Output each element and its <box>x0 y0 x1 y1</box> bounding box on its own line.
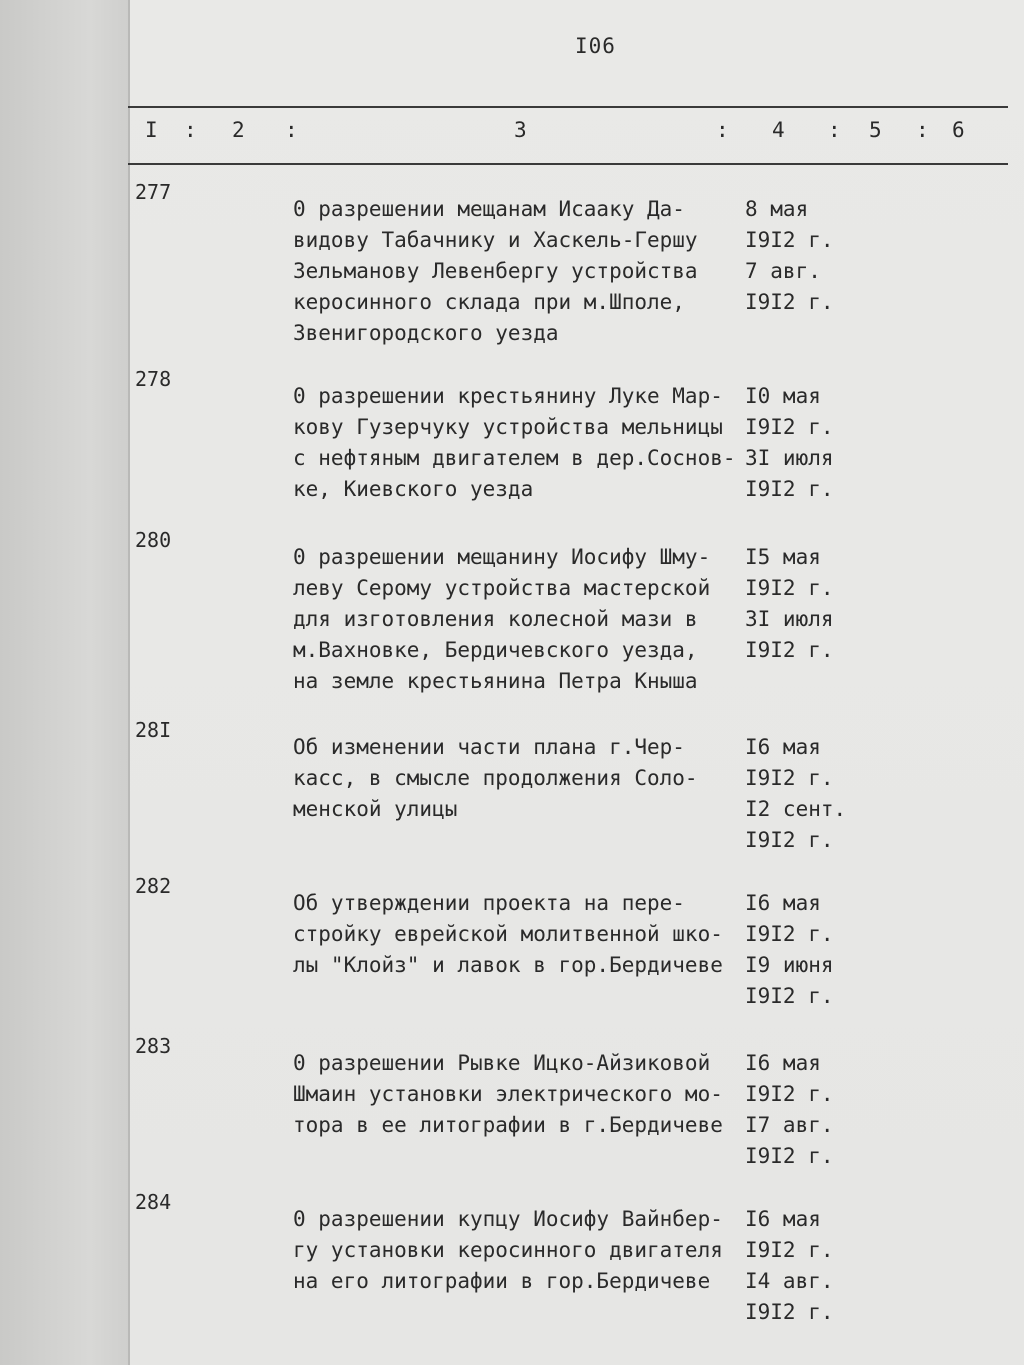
header-rule-top <box>128 106 1008 108</box>
column-header-5: 5 <box>869 118 882 142</box>
column-separator: : <box>716 118 729 142</box>
entry-description: 0 разрешении мещанам Исааку Да- видову Табачнику и Хаскель-Гершу Зельманову Левенбергу устройства керосинного склада при м.Шполе, Звенигородского уезда <box>293 197 698 345</box>
page-edge <box>0 0 130 1365</box>
entry-number: 278 <box>135 367 172 391</box>
entry-dates: 8 мая I9I2 г. 7 авг. I9I2 г. <box>745 197 834 314</box>
entry-number: 283 <box>135 1034 172 1058</box>
entry-number: 282 <box>135 874 172 898</box>
column-separator: : <box>184 118 197 142</box>
entry-dates: I5 мая I9I2 г. 3I июля I9I2 г. <box>745 545 834 662</box>
entry-number: 277 <box>135 180 172 204</box>
column-header-2: 2 <box>232 118 245 142</box>
column-header-4: 4 <box>772 118 785 142</box>
entry-dates: I6 мая I9I2 г. I2 сент. I9I2 г. <box>745 735 847 852</box>
entry-description: 0 разрешении Рывке Ицко-Айзиковой Шмаин установки электрического мо- тора в ее литографии в г.Бердичеве <box>293 1051 723 1137</box>
column-separator: : <box>285 118 298 142</box>
entry-dates: I6 мая I9I2 г. I9 июня I9I2 г. <box>745 891 834 1008</box>
entry-number: 28I <box>135 718 172 742</box>
column-header-1: I <box>145 118 158 142</box>
header-rule-bottom <box>128 163 1008 165</box>
page-number: I06 <box>575 34 616 58</box>
entry-number: 280 <box>135 528 172 552</box>
column-separator: : <box>916 118 929 142</box>
column-separator: : <box>828 118 841 142</box>
entry-description: Об изменении части плана г.Чер- касс, в смысле продолжения Соло- менской улицы <box>293 735 698 821</box>
entry-number: 284 <box>135 1190 172 1214</box>
column-header-6: 6 <box>952 118 965 142</box>
entry-dates: I6 мая I9I2 г. I4 авг. I9I2 г. <box>745 1207 834 1324</box>
entry-description: 0 разрешении купцу Иосифу Вайнбер- гу установки керосинного двигателя на его литографии в гор.Бердичеве <box>293 1207 723 1293</box>
entry-dates: I0 мая I9I2 г. 3I июля I9I2 г. <box>745 384 834 501</box>
entry-dates: I6 мая I9I2 г. I7 авг. I9I2 г. <box>745 1051 834 1168</box>
entry-description: 0 разрешении крестьянину Луке Мар- кову Гузерчуку устройства мельницы с нефтяным двигателем в дер.Соснов- ке, Киевского уезда <box>293 384 736 501</box>
column-header-3: 3 <box>514 118 527 142</box>
entry-description: Об утверждении проекта на пере- стройку еврейской молитвенной шко- лы "Клойз" и лавок в гор.Бердичеве <box>293 891 723 977</box>
entry-description: 0 разрешении мещанину Иосифу Шму- леву Серому устройства мастерской для изготовления колесной мази в м.Вахновке, Бердичевского уезда, на земле крестьянина Петра Кныша <box>293 545 711 693</box>
